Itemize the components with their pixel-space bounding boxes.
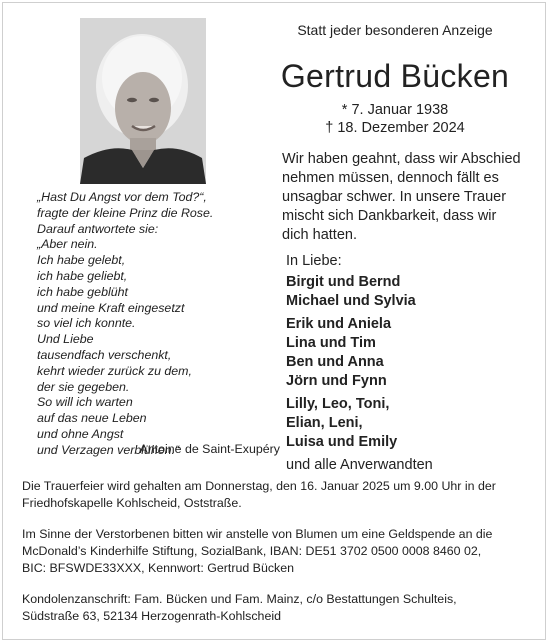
poem-author: Antoine de Saint-Exupéry <box>139 442 280 456</box>
poem-line: und meine Kraft eingesetzt <box>37 300 185 315</box>
poem-line: Darauf antwortete sie: <box>37 221 159 236</box>
family-member: Birgit und Bernd <box>286 274 401 290</box>
condolence-line: Südstraße 63, 52134 Herzogenrath-Kohlscheid <box>22 609 281 623</box>
donation-info <box>22 526 532 577</box>
message-line: dich hatten. <box>282 227 357 243</box>
poem-line: und ohne Angst <box>37 426 124 441</box>
poem-line: kehrt wieder zurück zu dem, <box>37 363 192 378</box>
death-date: † 18. Dezember 2024 <box>325 120 465 136</box>
funeral-info <box>22 478 532 512</box>
family-member: Erik und Aniela <box>286 316 392 332</box>
family-member: Lina und Tim <box>286 335 376 351</box>
family-member: Michael und Sylvia <box>286 293 416 309</box>
message-line: nehmen müssen, dennoch fällt es <box>282 170 499 186</box>
family-member: Elian, Leni, <box>286 415 363 431</box>
family-member: Lilly, Leo, Toni, <box>286 396 390 412</box>
poem-line: fragte der kleine Prinz die Rose. <box>37 205 214 220</box>
poem-line: „Hast Du Angst vor dem Tod?“, <box>37 190 207 204</box>
poem-line: „Aber nein. <box>37 237 98 252</box>
donation-line: McDonald’s Kinderhilfe Stiftung, SozialBank, IBAN: DE51 3702 0500 0008 8460 02, <box>22 544 482 558</box>
family-group <box>286 273 526 311</box>
portrait-photo <box>80 18 206 184</box>
condolence-line: Kondolenzanschrift: Fam. Bücken und Fam. Mainz, c/o Bestattungen Schulteis, <box>22 592 457 606</box>
donation-line: Im Sinne der Verstorbenen bitten wir anstelle von Blumen um eine Geldspende an die <box>22 527 493 541</box>
poem-line: und Verzagen verblühen.“ <box>37 442 180 457</box>
poem-line: Und Liebe <box>37 332 94 347</box>
poem-line: So will ich warten <box>37 395 133 410</box>
family-list <box>286 252 526 475</box>
family-group <box>286 395 526 452</box>
message-line: unsagbar schwer. In unsere Trauer <box>282 189 507 205</box>
family-group <box>286 315 526 391</box>
family-closing: und alle Anverwandten <box>286 457 433 473</box>
family-member: Luisa und Emily <box>286 434 398 450</box>
notice-line: Statt jeder besonderen Anzeige <box>297 22 493 38</box>
family-member: Jörn und Fynn <box>286 373 387 389</box>
poem-line: so viel ich konnte. <box>37 316 136 331</box>
message-line: mischt sich Dankbarkeit, dass wir <box>282 208 497 224</box>
birth-date: * 7. Januar 1938 <box>341 102 449 118</box>
condolence-address <box>22 591 532 625</box>
poem-line: auf das neue Leben <box>37 411 147 426</box>
funeral-line: Friedhofskapelle Kohlscheid, Oststraße. <box>22 496 242 510</box>
family-member: Ben und Anna <box>286 354 384 370</box>
poem <box>37 190 277 459</box>
poem-line: ich habe geblüht <box>37 284 128 299</box>
poem-line: ich habe geliebt, <box>37 268 128 283</box>
poem-line: tausendfach verschenkt, <box>37 347 172 362</box>
poem-line: Ich habe gelebt, <box>37 253 126 268</box>
deceased-name: Gertrud Bücken <box>280 58 510 94</box>
family-label: In Liebe: <box>286 253 342 269</box>
funeral-line: Die Trauerfeier wird gehalten am Donnerstag, den 16. Januar 2025 um 9.00 Uhr in der <box>22 479 496 493</box>
message-line: Wir haben geahnt, dass wir Abschied <box>282 151 521 167</box>
donation-line: BIC: BFSWDE33XXX, Kennwort: Gertrud Bücken <box>22 561 295 575</box>
poem-line: der sie gegeben. <box>37 379 130 394</box>
farewell-message <box>282 150 532 245</box>
